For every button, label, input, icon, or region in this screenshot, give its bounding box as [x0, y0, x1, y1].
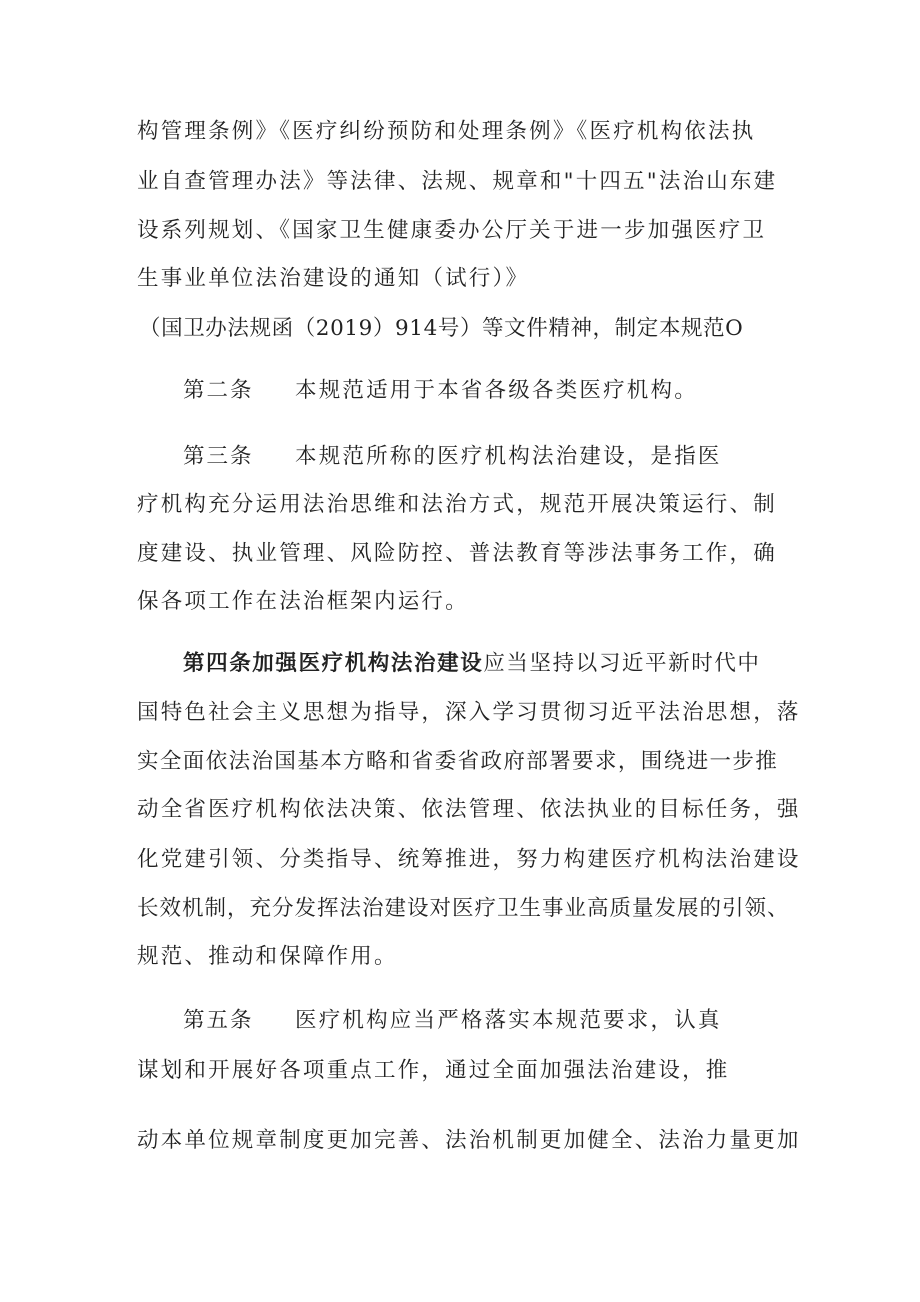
article-4-text-1: 应当坚持以习近平新时代中	[483, 651, 761, 676]
article-2-text: 本规范适用于本省各级各类医疗机构。	[295, 378, 698, 403]
article-4-line-6: 长效机制，充分发挥法治建设对医疗卫生事业高质量发展的引领、	[137, 896, 790, 921]
intro-line-3: 设系列规划、《国家卫生健康委办公厅关于进一步加强医疗卫	[137, 218, 767, 243]
article-3-line-4: 保各项工作在法治框架内运行。	[137, 589, 469, 614]
article-4-line-7: 规范、推动和保障作用。	[137, 944, 398, 969]
article-3-line-3: 度建设、执业管理、风险防控、普法教育等涉法事务工作，确	[137, 541, 777, 566]
intro-line-4: 生事业单位法治建设的通知（试行）》	[137, 266, 530, 291]
article-4-line-4: 动全省医疗机构依法决策、依法管理、依法执业的目标任务，强	[137, 797, 801, 822]
article-5-line-1	[183, 1007, 722, 1035]
article-5-line-3: 动本单位规章制度更加完善、法治机制更加健全、法治力量更加	[137, 1128, 801, 1153]
article-2-line-1	[183, 377, 698, 405]
article-3-text-1: 本规范所称的医疗机构法治建设，是指医	[295, 444, 722, 469]
article-5-label: 第五条	[183, 1008, 254, 1033]
article-3-line-1	[183, 443, 722, 471]
article-4-line-5: 化党建引领、分类指导、统筹推进，努力构建医疗机构法治建设	[137, 847, 801, 872]
intro-line-2: 业自查管理办法》等法律、法规、规章和"十四五"法治山东建	[137, 169, 778, 194]
article-4-line-3: 实全面依法治国基本方略和省委省政府部署要求，围绕进一步推	[137, 749, 779, 774]
intro-line-5: （国卫办法规函（2019）914号）等文件精神，制定本规范O	[139, 316, 744, 341]
article-3-label: 第三条	[183, 444, 254, 469]
article-4-line-1	[183, 650, 761, 678]
article-4-label: 第四条加强医疗机构法治建设	[183, 651, 484, 676]
article-3-line-2: 疗机构充分运用法治思维和法治方式，规范开展决策运行、制	[137, 492, 777, 517]
article-2-label: 第二条	[183, 378, 254, 403]
article-4-line-2: 国特色社会主义思想为指导，深入学习贯彻习近平法治思想，落	[137, 700, 801, 725]
article-5-line-2: 谋划和开展好各项重点工作，通过全面加强法治建设，推	[137, 1058, 730, 1083]
article-5-text-1: 医疗机构应当严格落实本规范要求，认真	[295, 1008, 722, 1033]
intro-line-1: 构管理条例》《医疗纠纷预防和处理条例》《医疗机构依法执	[137, 119, 756, 144]
